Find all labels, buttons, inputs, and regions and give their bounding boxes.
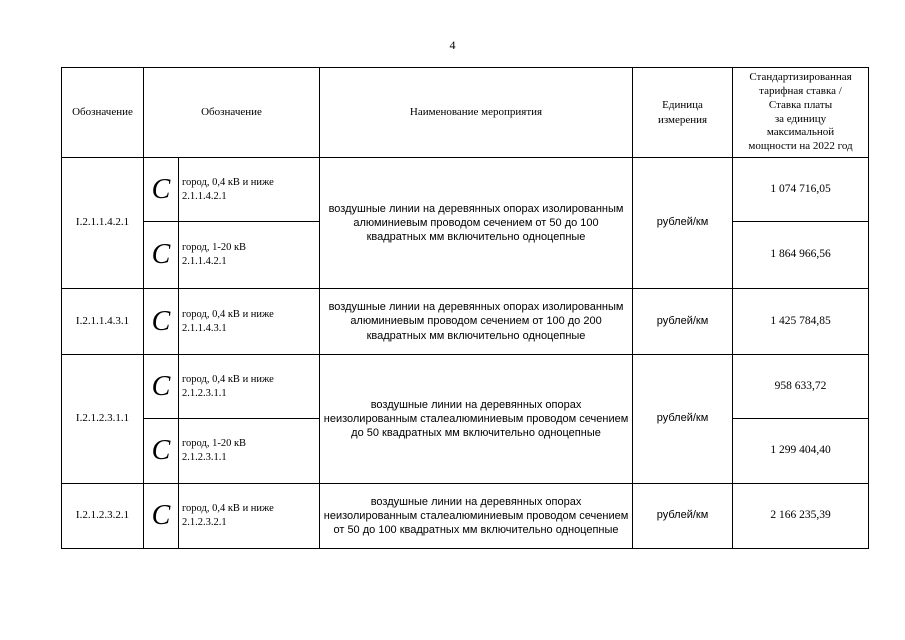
row-label: город, 0,4 кВ и ниже 2.1.2.3.1.1	[179, 355, 320, 419]
row-code: I.2.1.2.3.2.1	[62, 484, 144, 549]
header-designation-1: Обозначение	[62, 68, 144, 158]
row-unit: рублей/км	[633, 158, 733, 289]
row-label: город, 0,4 кВ и ниже 2.1.1.4.2.1	[179, 158, 320, 222]
row-label: город, 1-20 кВ 2.1.1.4.2.1	[179, 222, 320, 289]
row-rate: 1 074 716,05	[733, 158, 869, 222]
row-rate: 1 864 966,56	[733, 222, 869, 289]
row-label: город, 0,4 кВ и ниже 2.1.1.4.3.1	[179, 289, 320, 355]
symbol-c: C	[144, 222, 179, 289]
header-designation-2: Обозначение	[144, 68, 320, 158]
row-label: город, 0,4 кВ и ниже 2.1.2.3.2.1	[179, 484, 320, 549]
row-label: город, 1-20 кВ 2.1.2.3.1.1	[179, 419, 320, 484]
symbol-c: C	[144, 355, 179, 419]
row-description: воздушные линии на деревянных опорах неизолированным сталеалюминиевым проводом сечением до 50 квадратных мм включительно одноцепные	[320, 355, 633, 484]
symbol-c: C	[144, 484, 179, 549]
header-measure-name: Наименование мероприятия	[320, 68, 633, 158]
row-rate: 1 299 404,40	[733, 419, 869, 484]
table-row	[62, 484, 869, 549]
row-rate: 958 633,72	[733, 355, 869, 419]
tariff-table	[61, 67, 869, 549]
row-code: I.2.1.1.4.3.1	[62, 289, 144, 355]
row-code: I.2.1.2.3.1.1	[62, 355, 144, 484]
row-description: воздушные линии на деревянных опорах неизолированным сталеалюминиевым проводом сечением от 50 до 100 квадратных мм включительно одноцепные	[320, 484, 633, 549]
header-unit: Единица измерения	[633, 68, 733, 158]
header-row	[62, 68, 869, 158]
row-description: воздушные линии на деревянных опорах изолированным алюминиевым проводом сечением от 50 до 100 квадратных мм включительно одноцепные	[320, 158, 633, 289]
table-row	[62, 355, 869, 419]
row-unit: рублей/км	[633, 484, 733, 549]
row-description: воздушные линии на деревянных опорах изолированным алюминиевым проводом сечением от 100 до 200 квадратных мм включительно одноцепные	[320, 289, 633, 355]
row-unit: рублей/км	[633, 289, 733, 355]
symbol-c: C	[144, 419, 179, 484]
table-row	[62, 289, 869, 355]
header-rate: Стандартизированная тарифная ставка / Ставка платы за единицу максимальной мощности на 2022 год	[733, 68, 869, 158]
symbol-c: C	[144, 289, 179, 355]
row-code: I.2.1.1.4.2.1	[62, 158, 144, 289]
row-rate: 2 166 235,39	[733, 484, 869, 549]
table-row	[62, 158, 869, 222]
row-unit: рублей/км	[633, 355, 733, 484]
symbol-c: C	[144, 158, 179, 222]
row-rate: 1 425 784,85	[733, 289, 869, 355]
page-number: 4	[449, 38, 456, 52]
